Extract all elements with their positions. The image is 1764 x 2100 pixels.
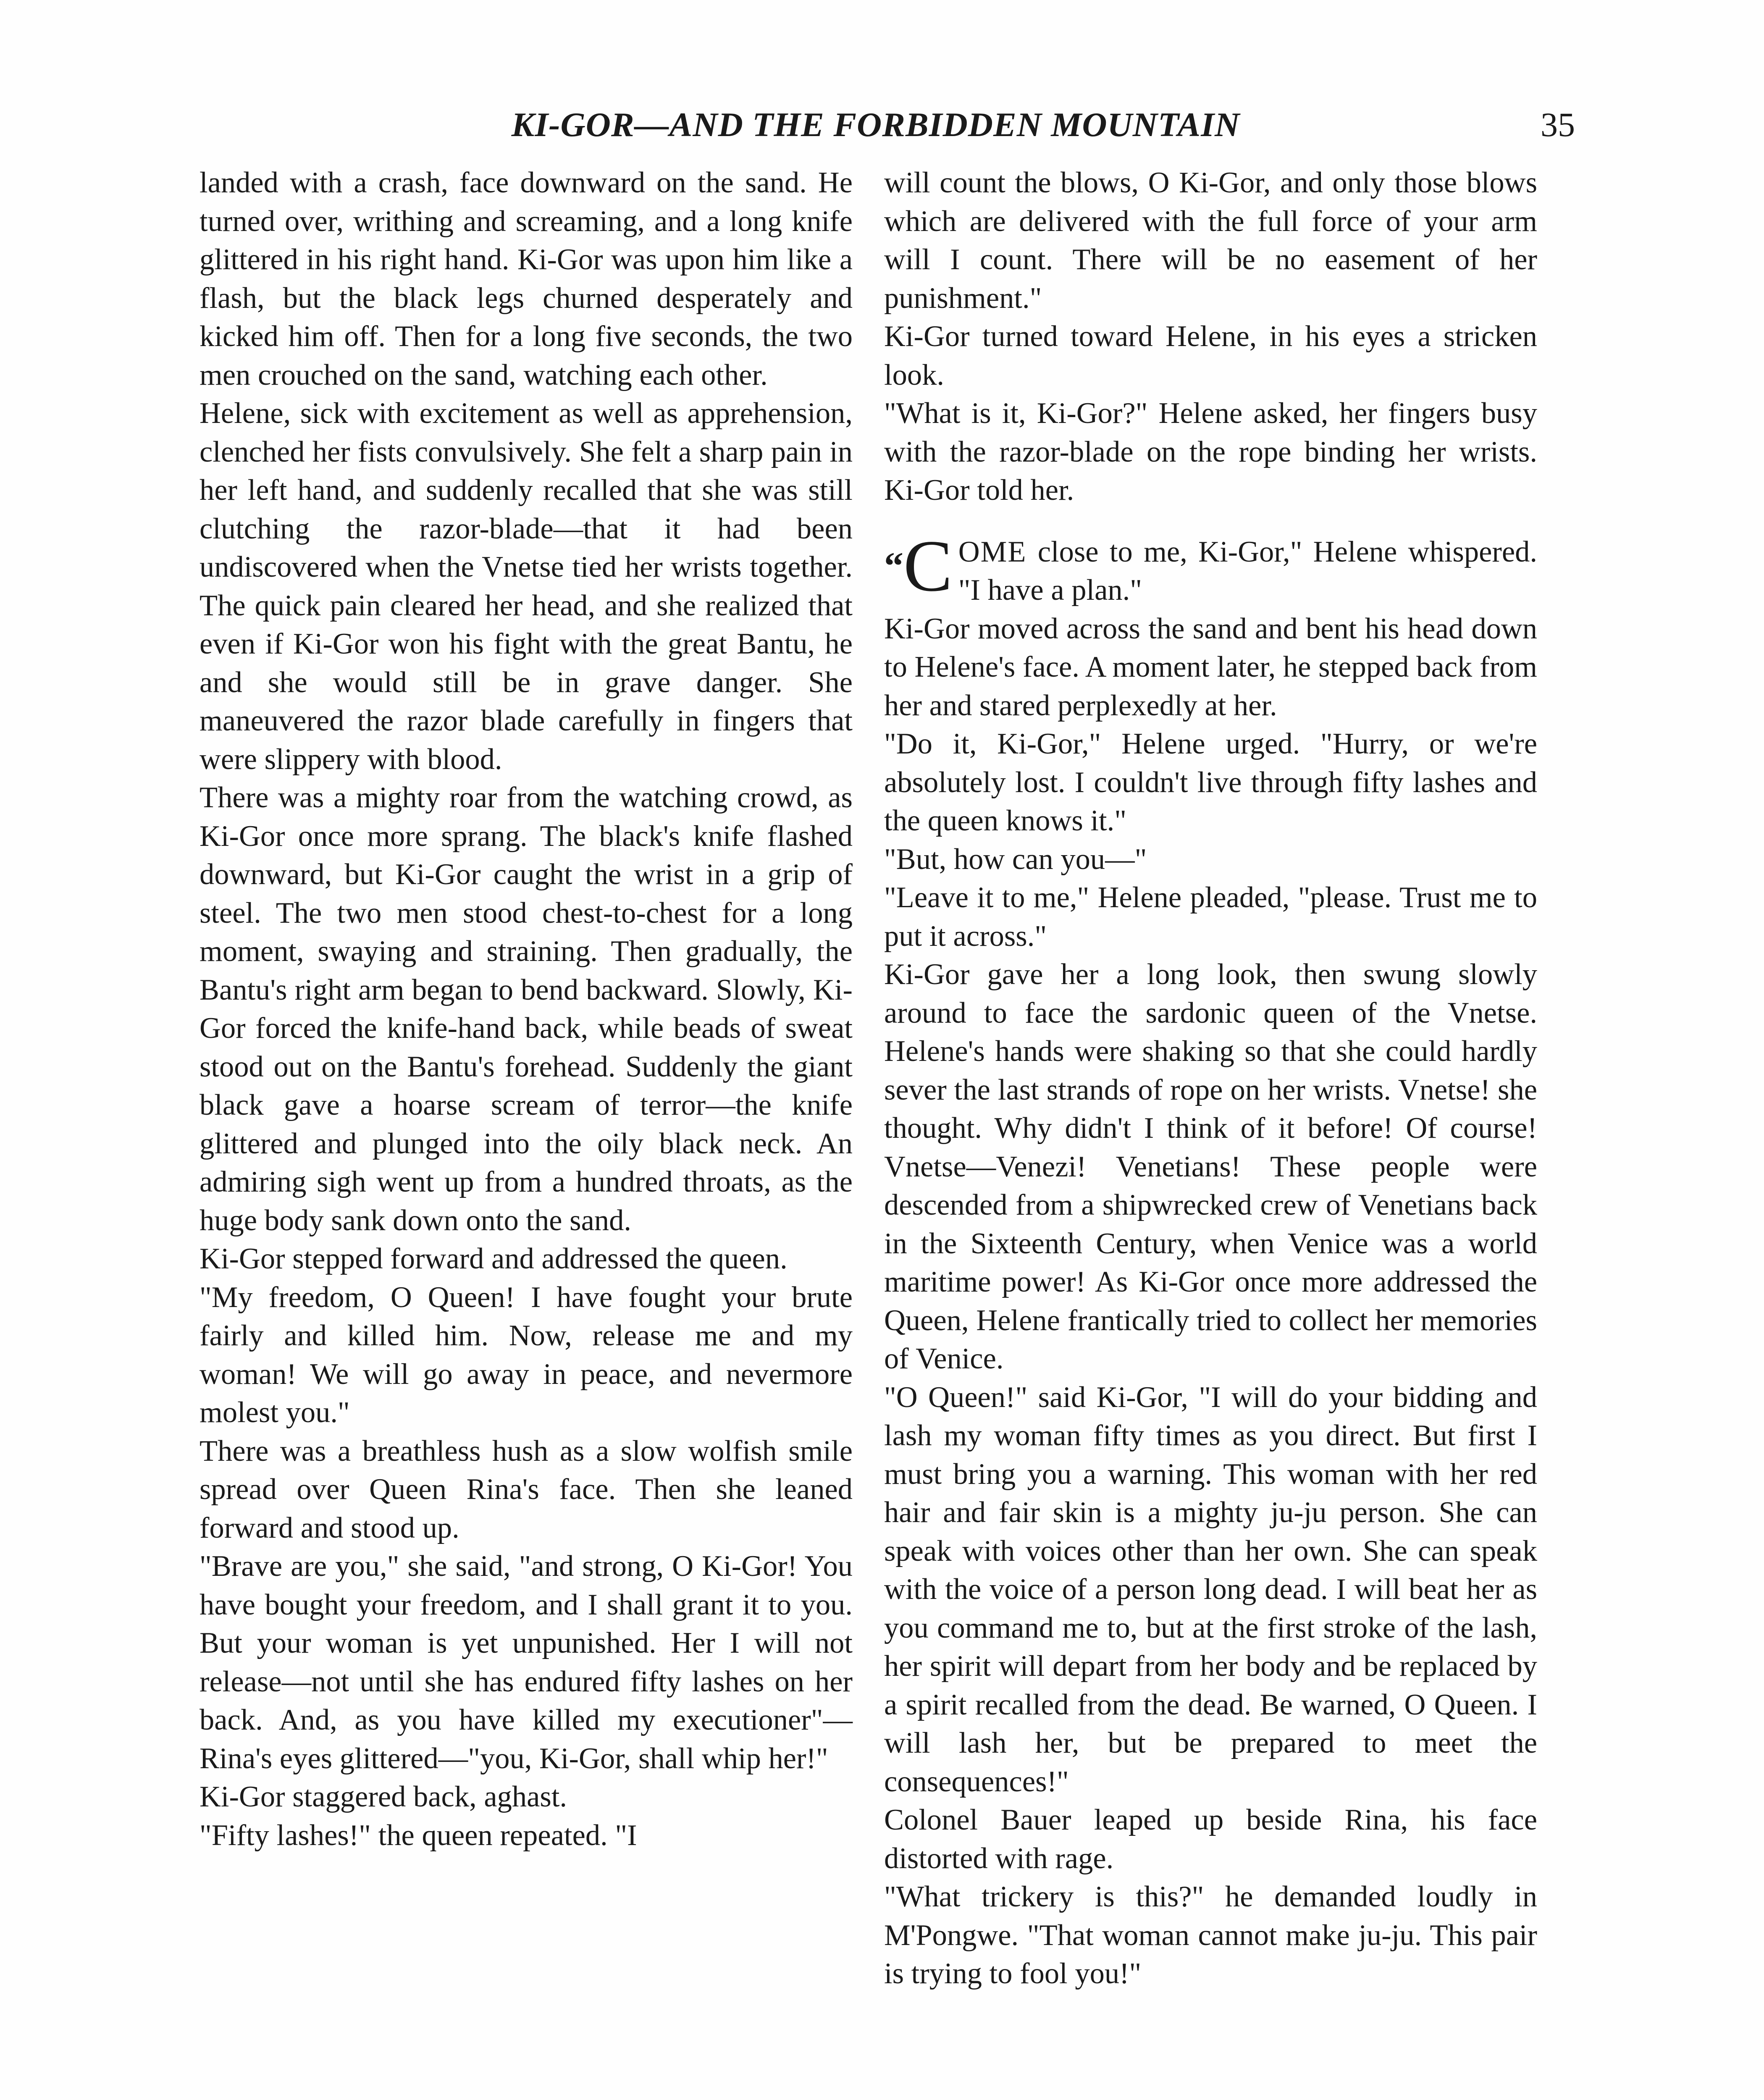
paragraph: "Fifty lashes!" the queen repeated. "I: [200, 1819, 637, 1852]
paragraph: "What is it, Ki-Gor?" Helene asked, her fingers busy with the razor-blade on the rope binding her wrists. Ki-Gor told her.: [884, 397, 1537, 507]
paragraph: will count the blows, O Ki-Gor, and only those blows which are delivered with the full force of your arm will I count. There will be no easement of her punishment.": [884, 166, 1537, 315]
paragraph: Ki-Gor staggered back, aghast.: [200, 1780, 567, 1813]
paragraph: Ki-Gor turned toward Helene, in his eyes a stricken look.: [884, 320, 1537, 391]
paragraph: Colonel Bauer leaped up beside Rina, his face distorted with rage.: [884, 1803, 1537, 1875]
paragraph: Ki-Gor gave her a long look, then swung slowly around to face the sardonic queen of the Vnetse. Helene's hands were shaking so that she could hardly sever the last strands of rope on her wrists. Vnetse! she thought. Why didn't I think of it before! Of course! Vnetse—Venezi! Venetians! These people were descended from a shipwrecked crew of Venetians back in the Sixteenth Century, when Venice was a world maritime power! As Ki-Gor once more addressed the Queen, Helene frantically tried to collect her memories of Venice.: [884, 958, 1537, 1375]
paragraph: Helene, sick with excitement as well as apprehension, clenched her fists convulsively. She felt a sharp pain in her left hand, and suddenly recalled that she was still clutching the razor-blade—that it had been undiscovered when the Vnetse tied her wrists together. The quick pain cleared her head, and she realized that even if Ki-Gor won his fight with the great Bantu, he and she would still be in grave danger. She maneuvered the razor blade carefully in fingers that were slippery with blood.: [200, 397, 853, 776]
drop-cap-quote: “: [884, 544, 903, 587]
paragraph: "Do it, Ki-Gor," Helene urged. "Hurry, or we're absolutely lost. I couldn't live through fifty lashes and the queen knows it.": [884, 727, 1537, 837]
paragraph: "Leave it to me," Helene pleaded, "please. Trust me to put it across.": [884, 881, 1537, 953]
paragraph: There was a mighty roar from the watching crowd, as Ki-Gor once more sprang. The black's knife flashed downward, but Ki-Gor caught the wrist in a grip of steel. The two men stood chest-to-chest for a long moment, swaying and straining. Then gradually, the Bantu's right arm began to bend backward. Slowly, Ki-Gor forced the knife-hand back, while beads of sweat stood out on the Bantu's forehead. Suddenly the giant black gave a hoarse scream of terror—the knife glittered and plunged into the oily black neck. An admiring sigh went up from a hundred throats, as the huge body sank down onto the sand.: [200, 781, 853, 1237]
drop-cap: [884, 525, 953, 606]
running-head: [197, 105, 1575, 155]
paragraph: "What trickery is this?" he demanded loudly in M'Pongwe. "That woman cannot make ju-ju. This pair is trying to fool you!": [884, 1880, 1537, 1990]
paragraph: "Brave are you," she said, "and strong, O Ki-Gor! You have bought your freedom, and I shall grant it to you. But your woman is yet unpunished. Her I will not release—not until she has endured fifty lashes on her back. And, as you have killed my executioner"—Rina's eyes glittered—"you, Ki-Gor, shall whip her!": [200, 1550, 853, 1775]
paragraph: "My freedom, O Queen! I have fought your brute fairly and killed him. Now, release me and my woman! We will go away in peace, and nevermore molest you.": [200, 1281, 853, 1429]
paragraph: "O Queen!" said Ki-Gor, "I will do your bidding and lash my woman fifty times as you direct. But first I must bring you a warning. This woman with her red hair and fair skin is a mighty ju-ju person. She can speak with voices other than her own. She can speak with the voice of a person long dead. I will beat her as you command me to, but at the first stroke of the lash, her spirit will depart from her body and be replaced by a spirit recalled from the dead. Be warned, O Queen. I will lash her, but be prepared to meet the consequences!": [884, 1381, 1537, 1798]
paragraph: landed with a crash, face downward on the sand. He turned over, writhing and screaming, and a long knife glittered in his right hand. Ki-Gor was upon him like a flash, but the black legs churned desperately and kicked him off. Then for a long five seconds, the two men crouched on the sand, watching each other.: [200, 166, 853, 391]
left-column: [200, 164, 853, 1855]
page-number: 35: [1541, 105, 1575, 144]
drop-cap-letter: C: [903, 525, 953, 606]
section-opening-paragraph: [884, 525, 1537, 610]
paragraph: There was a breathless hush as a slow wolfish smile spread over Queen Rina's face. Then she leaned forward and stood up.: [200, 1434, 853, 1544]
page-title: KI-GOR—AND THE FORBIDDEN MOUNTAIN: [511, 105, 1240, 144]
drop-cap-line: close to me, Ki-Gor," Helene whispered. "I have a plan.": [958, 535, 1537, 606]
right-column: [884, 164, 1537, 1993]
paragraph: Ki-Gor moved across the sand and bent his head down to Helene's face. A moment later, he stepped back from her and stared perplexedly at her.: [884, 612, 1537, 722]
drop-cap-rest: OME: [958, 535, 1027, 568]
paragraph: Ki-Gor stepped forward and addressed the queen.: [200, 1242, 788, 1275]
paragraph: "But, how can you—": [884, 843, 1147, 876]
